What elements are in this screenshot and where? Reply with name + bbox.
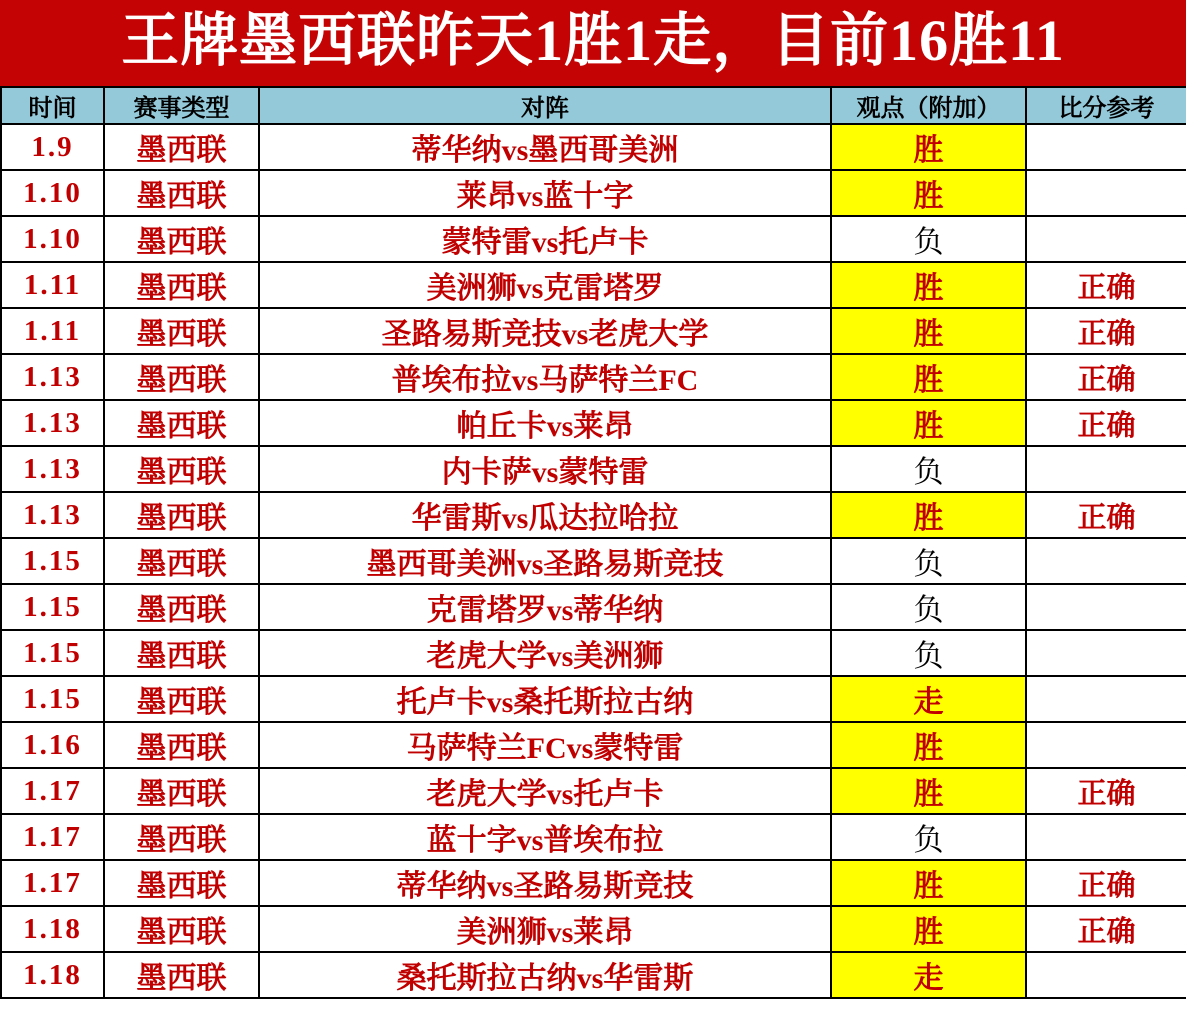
opinion-badge: 走 [831,676,1026,722]
opinion-badge: 胜 [831,400,1026,446]
table-row [1,354,1186,400]
opinion-badge: 胜 [831,722,1026,768]
table-row [1,446,1186,492]
match-date: 1.15 [1,630,104,676]
league-type: 墨西联 [104,952,259,998]
table-row [1,262,1186,308]
opinion-badge: 负 [831,584,1026,630]
league-type: 墨西联 [104,124,259,170]
matchup: 桑托斯拉古纳vs华雷斯 [259,952,831,998]
league-type: 墨西联 [104,860,259,906]
league-type: 墨西联 [104,676,259,722]
match-date: 1.13 [1,400,104,446]
match-table-body [1,124,1186,998]
table-row [1,538,1186,584]
score-reference: 正确 [1026,400,1186,446]
matchup: 克雷塔罗vs蒂华纳 [259,584,831,630]
opinion-badge: 负 [831,538,1026,584]
matchup: 美洲狮vs克雷塔罗 [259,262,831,308]
matchup: 蒂华纳vs圣路易斯竞技 [259,860,831,906]
match-date: 1.13 [1,446,104,492]
table-row [1,584,1186,630]
opinion-badge: 胜 [831,492,1026,538]
opinion-badge: 胜 [831,124,1026,170]
score-reference [1026,124,1186,170]
matchup: 托卢卡vs桑托斯拉古纳 [259,676,831,722]
matchup: 蒂华纳vs墨西哥美洲 [259,124,831,170]
league-type: 墨西联 [104,584,259,630]
score-reference [1026,630,1186,676]
table-row [1,768,1186,814]
opinion-badge: 负 [831,814,1026,860]
table-header-row [1,87,1186,124]
header-opinion: 观点（附加） [831,87,1026,124]
header-score-reference: 比分参考 [1026,87,1186,124]
table-row [1,216,1186,262]
score-reference [1026,814,1186,860]
matchup: 蒙特雷vs托卢卡 [259,216,831,262]
opinion-badge: 胜 [831,860,1026,906]
opinion-badge: 负 [831,446,1026,492]
score-reference: 正确 [1026,262,1186,308]
matchup: 莱昂vs蓝十字 [259,170,831,216]
opinion-badge: 胜 [831,354,1026,400]
league-type: 墨西联 [104,400,259,446]
league-type: 墨西联 [104,446,259,492]
match-date: 1.15 [1,538,104,584]
match-date: 1.13 [1,354,104,400]
matchup: 蓝十字vs普埃布拉 [259,814,831,860]
score-reference: 正确 [1026,492,1186,538]
opinion-badge: 走 [831,952,1026,998]
score-reference: 正确 [1026,354,1186,400]
table-row [1,492,1186,538]
score-reference [1026,538,1186,584]
league-type: 墨西联 [104,722,259,768]
header-matchup: 对阵 [259,87,831,124]
opinion-badge: 胜 [831,906,1026,952]
league-type: 墨西联 [104,308,259,354]
match-date: 1.10 [1,216,104,262]
table-row [1,906,1186,952]
league-type: 墨西联 [104,170,259,216]
matchup: 墨西哥美洲vs圣路易斯竞技 [259,538,831,584]
score-reference: 正确 [1026,906,1186,952]
matchup: 马萨特兰FCvs蒙特雷 [259,722,831,768]
header-time: 时间 [1,87,104,124]
matchup: 美洲狮vs莱昂 [259,906,831,952]
opinion-badge: 负 [831,216,1026,262]
table-row [1,722,1186,768]
opinion-badge: 胜 [831,768,1026,814]
matchup: 老虎大学vs美洲狮 [259,630,831,676]
matchup: 老虎大学vs托卢卡 [259,768,831,814]
title-banner [0,0,1186,86]
score-reference: 正确 [1026,768,1186,814]
match-date: 1.15 [1,676,104,722]
matchup: 普埃布拉vs马萨特兰FC [259,354,831,400]
league-type: 墨西联 [104,814,259,860]
table-row [1,860,1186,906]
score-reference [1026,446,1186,492]
table-row [1,400,1186,446]
opinion-badge: 负 [831,630,1026,676]
score-reference [1026,952,1186,998]
score-reference [1026,216,1186,262]
score-reference [1026,170,1186,216]
matchup: 内卡萨vs蒙特雷 [259,446,831,492]
score-reference [1026,584,1186,630]
match-date: 1.18 [1,906,104,952]
table-row [1,814,1186,860]
table-row [1,952,1186,998]
table-row [1,170,1186,216]
results-table [0,86,1186,999]
league-type: 墨西联 [104,538,259,584]
score-reference: 正确 [1026,308,1186,354]
matchup: 帕丘卡vs莱昂 [259,400,831,446]
table-row [1,676,1186,722]
table-row [1,308,1186,354]
league-type: 墨西联 [104,768,259,814]
league-type: 墨西联 [104,216,259,262]
league-type: 墨西联 [104,262,259,308]
match-date: 1.10 [1,170,104,216]
match-date: 1.17 [1,860,104,906]
match-date: 1.9 [1,124,104,170]
score-reference [1026,722,1186,768]
match-date: 1.16 [1,722,104,768]
league-type: 墨西联 [104,906,259,952]
league-type: 墨西联 [104,354,259,400]
opinion-badge: 胜 [831,308,1026,354]
league-type: 墨西联 [104,492,259,538]
page-title: 王牌墨西联昨天1胜1走，目前16胜11 [121,8,1065,73]
matchup: 圣路易斯竞技vs老虎大学 [259,308,831,354]
matchup: 华雷斯vs瓜达拉哈拉 [259,492,831,538]
league-type: 墨西联 [104,630,259,676]
match-date: 1.17 [1,814,104,860]
match-date: 1.11 [1,308,104,354]
match-date: 1.15 [1,584,104,630]
match-date: 1.17 [1,768,104,814]
opinion-badge: 胜 [831,170,1026,216]
table-row [1,630,1186,676]
score-reference [1026,676,1186,722]
match-date: 1.11 [1,262,104,308]
match-date: 1.13 [1,492,104,538]
table-row [1,124,1186,170]
header-event-type: 赛事类型 [104,87,259,124]
match-date: 1.18 [1,952,104,998]
opinion-badge: 胜 [831,262,1026,308]
score-reference: 正确 [1026,860,1186,906]
